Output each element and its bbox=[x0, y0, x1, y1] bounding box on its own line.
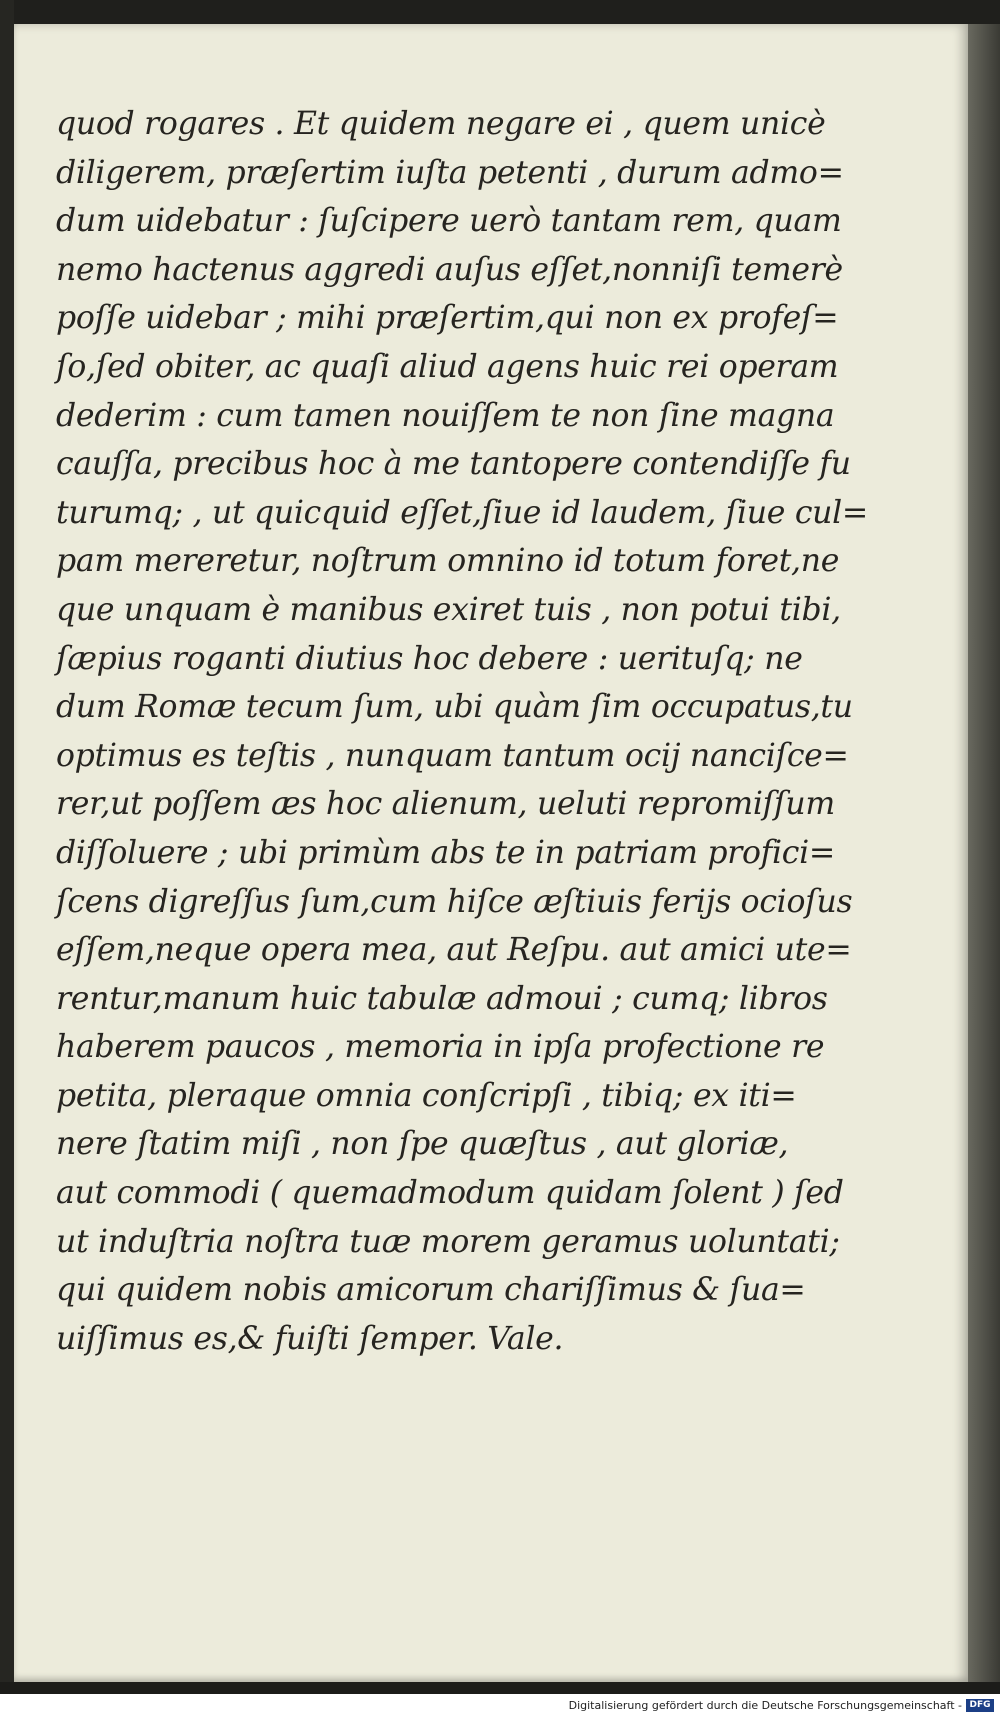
text-line: nemo hactenus aggredi auſus eſſet,nonniſi temerè bbox=[56, 251, 843, 288]
footer-credit: Digitalisierung gefördert durch die Deutsche Forschungsgemeinschaft - bbox=[568, 1699, 962, 1712]
text-line: rer,ut poſſem æs hoc alienum, ueluti repromiſſum bbox=[56, 786, 835, 823]
text-line: nere ſtatim miſi , non ſpe quæſtus , aut gloriæ, bbox=[56, 1126, 789, 1163]
text-line: rentur,manum huic tabulæ admoui ; cumq; libros bbox=[56, 980, 828, 1017]
text-line: haberem paucos , memoria in ipſa profectione re bbox=[56, 1029, 825, 1066]
text-line: diligerem, præſertim iuſta petenti , durum admo= bbox=[56, 154, 844, 191]
scan-top-border bbox=[0, 0, 1000, 24]
text-line: optimus es teſtis , nunquam tantum ocij nanciſce= bbox=[56, 737, 849, 774]
text-line: dum Romæ tecum ſum, ubi quàm ſim occupatus,tu bbox=[56, 689, 853, 726]
page-body-text bbox=[56, 100, 956, 1363]
book-page bbox=[14, 24, 968, 1682]
text-line: pam mereretur, noſtrum omnino id totum foret,ne bbox=[56, 543, 840, 580]
text-line: uiſſimus es,& fuiſti ſemper. Vale. bbox=[56, 1320, 564, 1357]
text-line: ſcens digreſſus ſum,cum hiſce æſtiuis ferijs ocioſus bbox=[56, 883, 853, 920]
text-line: aut commodi ( quemadmodum quidam ſolent ) ſed bbox=[56, 1175, 844, 1212]
dfg-logo-icon: DFG bbox=[966, 1699, 994, 1712]
text-line: dederim : cum tamen nouiſſem te non ſine magna bbox=[56, 397, 835, 434]
text-line: qui quidem nobis amicorum chariſſimus & ſua= bbox=[56, 1272, 806, 1309]
text-line: que unquam è manibus exiret tuis , non potui tibi, bbox=[56, 591, 841, 628]
text-line: poſſe uidebar ; mihi præſertim,qui non ex profeſ= bbox=[56, 300, 839, 337]
scan-bottom-border bbox=[0, 1682, 1000, 1694]
text-line: diſſoluere ; ubi primùm abs te in patriam profici= bbox=[56, 834, 835, 871]
adjacent-page-edge bbox=[966, 24, 1000, 1684]
footer-bar bbox=[0, 1694, 1000, 1718]
text-line: eſſem,neque opera mea, aut Reſpu. aut amici ute= bbox=[56, 932, 852, 969]
text-line: ut induſtria noſtra tuæ morem geramus uoluntati; bbox=[56, 1223, 840, 1260]
text-line: petita, pleraque omnia conſcripſi , tibiq; ex iti= bbox=[56, 1077, 797, 1114]
text-line: ſo,ſed obiter, ac quaſi aliud agens huic rei operam bbox=[56, 348, 839, 385]
text-line: dum uidebatur : ſuſcipere uerò tantam rem, quam bbox=[56, 203, 842, 240]
scan-left-border bbox=[0, 0, 14, 1718]
text-line: turumq; , ut quicquid eſſet,ſiue id laudem, ſiue cul= bbox=[56, 494, 869, 531]
text-line: quod rogares . Et quidem negare ei , quem unicè bbox=[56, 106, 826, 142]
text-line: cauſſa, precibus hoc à me tantopere contendiſſe fu bbox=[56, 446, 851, 483]
text-line: ſæpius roganti diutius hoc debere : uerituſq; ne bbox=[56, 640, 803, 677]
